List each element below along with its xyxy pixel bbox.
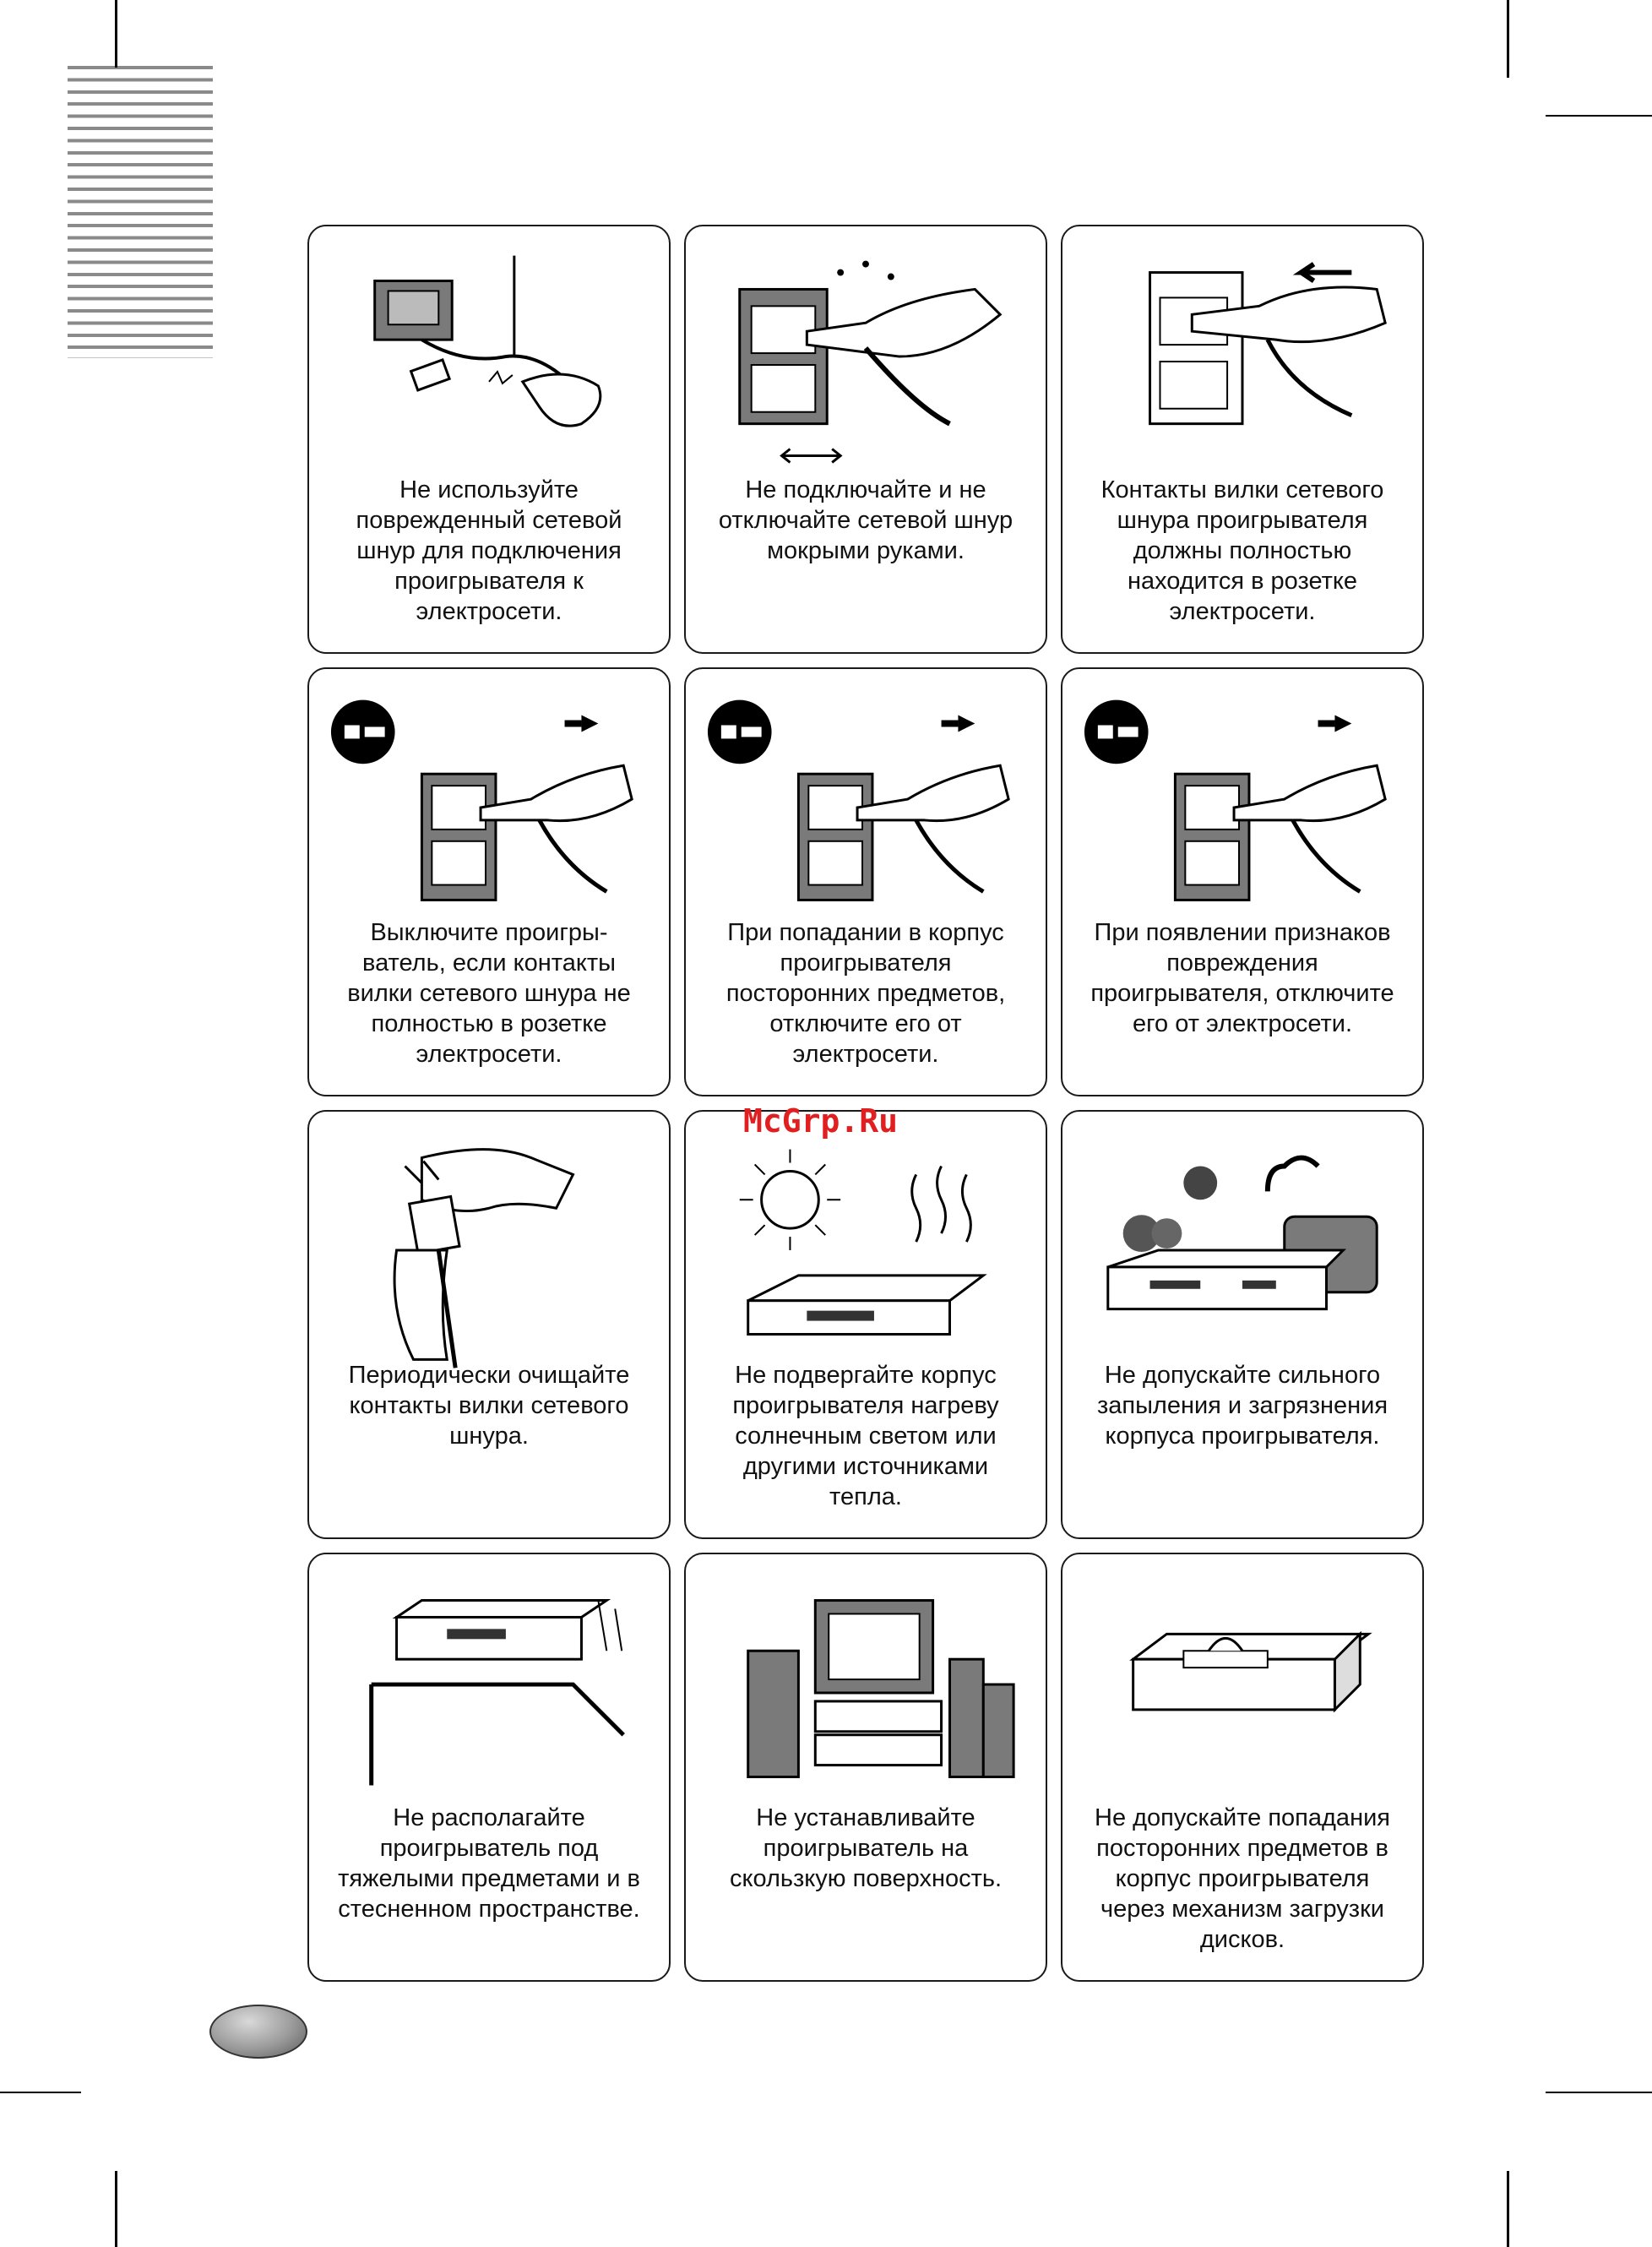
unplug-icon bbox=[321, 681, 657, 934]
card-caption: Не подключайте и не отключайте сетевой шнур мокрыми руками. bbox=[718, 476, 1013, 564]
card-caption: Не допускайте сильного запыления и загрязнения корпуса проигрывателя. bbox=[1096, 1362, 1388, 1450]
card-caption: При попадании в корпус проигрывателя посторонних предметов, отключите его от электросети. bbox=[725, 919, 1006, 1068]
card-caption: Контакты вилки сетевого шнура проигрывателя должны полностью находится в розетке электросети. bbox=[1100, 476, 1384, 625]
safety-card bbox=[307, 225, 671, 654]
safety-card bbox=[684, 225, 1047, 654]
player-on-shelf-icon bbox=[321, 1566, 657, 1820]
plug-fully-inserted-icon bbox=[1074, 238, 1410, 492]
crop-mark bbox=[0, 2092, 81, 2093]
safety-card bbox=[307, 1553, 671, 1982]
tv-stack-icon bbox=[698, 1566, 1034, 1820]
safety-card bbox=[1061, 667, 1424, 1096]
disc-tray-icon bbox=[1074, 1566, 1410, 1820]
safety-card bbox=[684, 1110, 1047, 1539]
crop-mark bbox=[1546, 115, 1652, 117]
card-caption: Не подвергайте корпус проигрывателя нагреву солнечным светом или другими источниками тепла. bbox=[732, 1362, 999, 1510]
safety-card bbox=[307, 667, 671, 1096]
card-caption: При появлении признаков повреждения проигрывателя, отключите его от электросети. bbox=[1090, 919, 1394, 1037]
card-caption: Не используйте поврежденный сетевой шнур для подключения проигрывателя к электросети. bbox=[356, 476, 622, 625]
safety-card bbox=[684, 667, 1047, 1096]
unplug-icon bbox=[1074, 681, 1410, 934]
crop-mark bbox=[1546, 2092, 1652, 2093]
watermark: McGrp.Ru bbox=[743, 1102, 899, 1140]
wet-hands-plug-icon bbox=[698, 238, 1034, 492]
safety-card bbox=[1061, 1553, 1424, 1982]
crop-mark bbox=[1507, 0, 1509, 78]
sun-heat-icon bbox=[698, 1124, 1034, 1377]
damaged-cord-icon bbox=[321, 238, 657, 492]
card-caption: Не допускайте попадания посторонних предметов в корпус проигрывателя через механизм загрузки дисков. bbox=[1095, 1804, 1390, 1953]
safety-card bbox=[1061, 225, 1424, 654]
safety-card bbox=[307, 1110, 671, 1539]
card-caption: Не располагайте проигрыватель под тяжелыми предметами и в стесненном пространстве. bbox=[338, 1804, 640, 1923]
clean-plug-icon bbox=[321, 1124, 657, 1377]
safety-card bbox=[684, 1553, 1047, 1982]
card-caption: Выключите проигры- ватель, если контакты вилки сетевого шнура не полностью в розетке электросети. bbox=[347, 919, 631, 1068]
page-number-badge bbox=[209, 2005, 307, 2059]
crop-mark bbox=[1507, 2171, 1509, 2247]
unplug-icon bbox=[698, 681, 1034, 934]
decorative-stripes bbox=[68, 66, 213, 358]
safety-card bbox=[1061, 1110, 1424, 1539]
dust-icon bbox=[1074, 1124, 1410, 1377]
crop-mark bbox=[115, 0, 117, 68]
card-caption: Периодически очищайте контакты вилки сетевого шнура. bbox=[348, 1362, 630, 1450]
crop-mark bbox=[115, 2171, 117, 2247]
card-caption: Не устанавливайте проигрыватель на скользкую поверхность. bbox=[729, 1804, 1003, 1892]
